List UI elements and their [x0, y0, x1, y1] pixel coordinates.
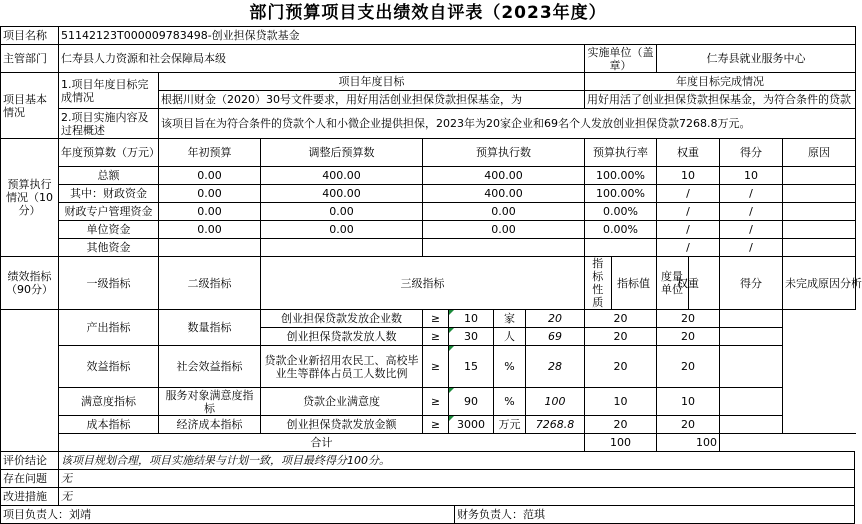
unit-value: 仁寿县就业服务中心	[657, 45, 856, 73]
perf-nature: ≥	[423, 416, 449, 434]
perf-nature: ≥	[423, 388, 449, 416]
perf-header-reason: 未完成原因分析	[783, 257, 856, 310]
leader-name: 刘靖	[69, 508, 91, 521]
fix-text: 无	[59, 488, 855, 506]
leader-label: 项目负责人：	[3, 508, 69, 521]
perf-row	[1, 388, 856, 416]
budget-score: 10	[720, 167, 783, 185]
perf-reason	[720, 310, 783, 328]
perf-header-weight: 权重	[657, 257, 720, 310]
perf-value: 90	[449, 388, 494, 416]
perf-reason	[720, 416, 783, 434]
budget-weight: /	[657, 221, 720, 239]
budget-score: /	[720, 221, 783, 239]
eval-text: 该项目规划合理，项目实施结果与计划一致，项目最终得分100分。	[59, 452, 855, 470]
budget-row	[1, 203, 856, 221]
budget-weight: /	[657, 185, 720, 203]
perf-weight: 20	[585, 328, 657, 346]
perf-total-label: 合计	[59, 434, 585, 452]
perf-cost-l2: 经济成本指标	[159, 416, 261, 434]
perf-header-nature: 指标性质	[585, 257, 611, 309]
perf-satisfaction-l1: 满意度指标	[59, 388, 159, 416]
impl-label: 2.项目实施内容及过程概述	[59, 109, 159, 139]
budget-row	[1, 221, 856, 239]
budget-executed: 400.00	[423, 185, 585, 203]
perf-unit: %	[494, 388, 526, 416]
finance-cell	[455, 506, 855, 524]
perf-weight: 10	[585, 388, 657, 416]
perf-header-l3: 三级指标	[261, 257, 585, 310]
perf-row	[1, 310, 856, 328]
perf-row	[1, 416, 856, 434]
perf-output-l1: 产出指标	[59, 310, 159, 346]
perf-nature: ≥	[423, 310, 449, 328]
perf-total-weight: 100	[585, 434, 657, 452]
perf-value: 3000	[449, 416, 494, 434]
budget-weight: /	[657, 203, 720, 221]
perf-benefit-l1: 效益指标	[59, 346, 159, 388]
perf-total-score: 100	[657, 434, 720, 452]
budget-initial: 0.00	[159, 221, 261, 239]
budget-header-reason: 原因	[783, 139, 856, 167]
eval-label: 评价结论	[1, 452, 59, 470]
budget-reason	[783, 185, 856, 203]
perf-table	[0, 309, 856, 452]
budget-rate: 100.00%	[585, 167, 657, 185]
budget-header-initial: 年初预算	[159, 139, 261, 167]
unit-label: 实施单位（盖章）	[585, 45, 657, 73]
goal-text: 根据川财金（2020）30号文件要求，用好用活创业担保贷款担保基金，为	[159, 91, 585, 109]
budget-score: /	[720, 185, 783, 203]
budget-executed	[423, 239, 585, 257]
perf-score: 20	[657, 310, 720, 328]
perf-weight: 20	[585, 416, 657, 434]
perf-header-l1: 一级指标	[59, 257, 159, 310]
perf-header-group	[585, 257, 683, 310]
budget-score: /	[720, 203, 783, 221]
budget-adjusted: 400.00	[261, 185, 423, 203]
budget-section-label: 预算执行情况（10分）	[1, 139, 59, 257]
goal-header: 项目年度目标	[159, 73, 585, 91]
budget-row-label: 其他资金	[59, 239, 159, 257]
budget-header-rate: 预算执行率	[585, 139, 657, 167]
budget-adjusted: 400.00	[261, 167, 423, 185]
budget-row-label: 财政专户管理资金	[59, 203, 159, 221]
perf-reason	[720, 346, 783, 388]
perf-done: 100	[526, 388, 585, 416]
perf-reason	[720, 328, 783, 346]
budget-row	[1, 185, 856, 203]
budget-header-adjusted: 调整后预算数	[261, 139, 423, 167]
perf-total-blank	[783, 434, 856, 452]
budget-rate: 0.00%	[585, 203, 657, 221]
perf-weight: 20	[585, 346, 657, 388]
perf-output-l3: 创业担保贷款发放企业数	[261, 310, 423, 328]
perf-total-blank	[720, 434, 783, 452]
perf-benefit-l2: 社会效益指标	[159, 346, 261, 388]
goal-label: 1.项目年度目标完成情况	[59, 73, 159, 109]
budget-executed: 0.00	[423, 221, 585, 239]
issue-text: 无	[59, 470, 855, 488]
budget-weight: /	[657, 239, 720, 257]
budget-executed: 0.00	[423, 203, 585, 221]
budget-row	[1, 239, 856, 257]
perf-cost-l3: 创业担保贷款发放金额	[261, 416, 423, 434]
perf-unit: %	[494, 346, 526, 388]
budget-header-executed: 预算执行数	[423, 139, 585, 167]
impl-text: 该项目旨在为符合条件的贷款个人和小微企业提供担保，2023年为20家企业和69名个人发放创业担保贷款7268.8万元。	[159, 109, 856, 139]
perf-header-l2: 二级指标	[159, 257, 261, 310]
perf-header-unit: 度量单位	[656, 257, 688, 309]
perf-nature: ≥	[423, 346, 449, 388]
footer-table	[0, 451, 855, 524]
self-evaluation-table	[0, 26, 862, 310]
perf-total-row	[1, 434, 856, 452]
perf-reason	[720, 388, 783, 416]
page-title: 部门预算项目支出绩效自评表（2023年度）	[249, 3, 607, 23]
leader-cell	[1, 506, 455, 524]
perf-value: 30	[449, 328, 494, 346]
perf-section-label: 绩效指标（90分）	[1, 257, 59, 310]
goal-done-header: 年度目标完成情况	[585, 73, 856, 91]
perf-cost-l1: 成本指标	[59, 416, 159, 434]
dept-value: 仁寿县人力资源和社会保障局本级	[59, 45, 585, 73]
budget-header-score: 得分	[720, 139, 783, 167]
budget-initial: 0.00	[159, 203, 261, 221]
perf-nature: ≥	[423, 328, 449, 346]
budget-initial	[159, 239, 261, 257]
basic-section-label: 项目基本情况	[1, 73, 59, 139]
perf-score: 20	[657, 328, 720, 346]
budget-rate: 0.00%	[585, 221, 657, 239]
perf-done: 28	[526, 346, 585, 388]
perf-value: 15	[449, 346, 494, 388]
perf-benefit-l3: 贷款企业新招用农民工、高校毕业生等群体占员工人数比例	[261, 346, 423, 388]
perf-value: 10	[449, 310, 494, 328]
perf-row	[1, 346, 856, 388]
perf-label-spacer	[1, 310, 59, 452]
perf-output-l2: 数量指标	[159, 310, 261, 346]
budget-row	[1, 167, 856, 185]
budget-initial: 0.00	[159, 185, 261, 203]
budget-initial: 0.00	[159, 167, 261, 185]
project-name-value: 51142123T000009783498-创业担保贷款基金	[59, 27, 856, 45]
fix-label: 改进措施	[1, 488, 59, 506]
budget-header-weight: 权重	[657, 139, 720, 167]
budget-row-label: 其中：财政资金	[59, 185, 159, 203]
budget-adjusted: 0.00	[261, 203, 423, 221]
perf-done: 20	[526, 310, 585, 328]
budget-rate	[585, 239, 657, 257]
perf-weight: 20	[585, 310, 657, 328]
budget-reason	[783, 221, 856, 239]
budget-adjusted	[261, 239, 423, 257]
perf-score: 20	[657, 346, 720, 388]
finance-label: 财务负责人：	[457, 508, 523, 521]
dept-label: 主管部门	[1, 45, 59, 73]
perf-score: 20	[657, 416, 720, 434]
perf-score: 10	[657, 388, 720, 416]
budget-row-label: 单位资金	[59, 221, 159, 239]
perf-done: 7268.8	[526, 416, 585, 434]
budget-score: /	[720, 239, 783, 257]
budget-executed: 400.00	[423, 167, 585, 185]
perf-header-score: 得分	[720, 257, 783, 310]
perf-unit: 家	[494, 310, 526, 328]
finance-name: 范琪	[523, 508, 545, 521]
budget-reason	[783, 203, 856, 221]
budget-weight: 10	[657, 167, 720, 185]
issue-label: 存在问题	[1, 470, 59, 488]
perf-header-value: 指标值	[611, 257, 656, 309]
perf-unit: 万元	[494, 416, 526, 434]
budget-adjusted: 0.00	[261, 221, 423, 239]
perf-satisfaction-l3: 贷款企业满意度	[261, 388, 423, 416]
budget-row-label: 总额	[59, 167, 159, 185]
budget-rate: 100.00%	[585, 185, 657, 203]
budget-reason	[783, 167, 856, 185]
perf-unit: 人	[494, 328, 526, 346]
project-name-label: 项目名称	[1, 27, 59, 45]
budget-header-annual: 年度预算数（万元）	[59, 139, 159, 167]
perf-output-l3: 创业担保贷款发放人数	[261, 328, 423, 346]
goal-done-text: 用好用活了创业担保贷款担保基金，为符合条件的贷款	[585, 91, 856, 109]
perf-done: 69	[526, 328, 585, 346]
budget-reason	[783, 239, 856, 257]
perf-satisfaction-l2: 服务对象满意度指标	[159, 388, 261, 416]
